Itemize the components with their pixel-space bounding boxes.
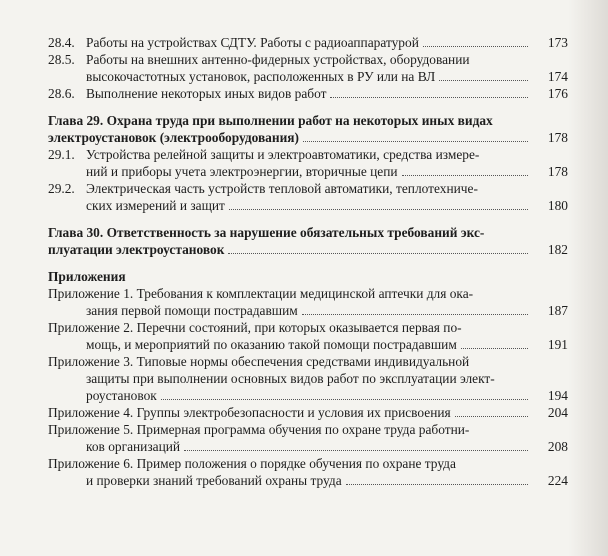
toc-entry-28-4 bbox=[48, 34, 568, 51]
page-number: 173 bbox=[547, 35, 568, 50]
entry-title-line: роустановок bbox=[86, 388, 157, 403]
toc-appendix-6 bbox=[48, 455, 568, 489]
dot-leader bbox=[161, 399, 528, 400]
entry-title-line: Приложение 1. Требования к комплектации медицинской аптечки для ока- bbox=[48, 286, 474, 301]
toc-appendix-1 bbox=[48, 285, 568, 319]
dot-leader bbox=[402, 175, 528, 176]
entry-title-line: мощь, и мероприятий по оказанию такой помощи пострадавшим bbox=[86, 337, 457, 352]
dot-leader bbox=[302, 314, 528, 315]
page-number: 204 bbox=[547, 405, 568, 420]
entry-title-line: Работы на внешних антенно-фидерных устройствах, оборудовании bbox=[86, 52, 470, 67]
entry-title-line: высокочастотных установок, расположенных в РУ или на ВЛ bbox=[86, 69, 436, 84]
page-number: 208 bbox=[547, 439, 568, 454]
page-number: 178 bbox=[547, 130, 568, 145]
entry-title-line: Приложение 6. Пример положения о порядке обучения по охране труда bbox=[48, 456, 456, 471]
dot-leader bbox=[439, 80, 528, 81]
entry-number: 29.1. bbox=[48, 147, 75, 162]
entry-title-line: ний и приборы учета электроэнергии, вторичные цепи bbox=[86, 164, 398, 179]
page-number: 191 bbox=[547, 337, 568, 352]
toc-chapter-29 bbox=[48, 112, 568, 146]
chapter-title-line: электроустановок (электрооборудования) bbox=[48, 130, 300, 145]
page-number: 224 bbox=[547, 473, 568, 488]
toc-appendix-4 bbox=[48, 404, 568, 421]
entry-title-line: и проверки знаний требований охраны труда bbox=[86, 473, 342, 488]
toc-entry-28-6 bbox=[48, 85, 568, 102]
dot-leader bbox=[228, 253, 528, 254]
page-number: 176 bbox=[547, 86, 568, 101]
entry-title-line: Приложение 5. Примерная программа обучения по охране труда работни- bbox=[48, 422, 470, 437]
entry-title-line: Приложение 3. Типовые нормы обеспечения средствами индивидуальной bbox=[48, 354, 470, 369]
entry-title-line: зания первой помощи пострадавшим bbox=[86, 303, 298, 318]
entry-title: Приложение 4. Группы электробезопасности и условия их присвоения bbox=[48, 405, 451, 420]
dot-leader bbox=[455, 416, 528, 417]
entry-title-line: Электрическая часть устройств тепловой автоматики, теплотехниче- bbox=[86, 181, 478, 196]
page-number: 187 bbox=[547, 303, 568, 318]
entry-number: 29.2. bbox=[48, 181, 75, 196]
page-number: 194 bbox=[547, 388, 568, 403]
entry-number: 28.5. bbox=[48, 52, 75, 67]
dot-leader bbox=[303, 141, 528, 142]
dot-leader bbox=[330, 97, 528, 98]
entry-title: Работы на устройствах СДТУ. Работы с радиоаппаратурой bbox=[86, 35, 419, 50]
toc-appendix-3 bbox=[48, 353, 568, 404]
entry-title-line: Приложение 2. Перечни состояний, при которых оказывается первая по- bbox=[48, 320, 462, 335]
table-of-contents bbox=[48, 34, 568, 489]
chapter-title-line: Глава 29. Охрана труда при выполнении работ на некоторых иных видах bbox=[48, 113, 493, 128]
section-heading: Приложения bbox=[48, 269, 126, 284]
page-number: 180 bbox=[547, 198, 568, 213]
dot-leader bbox=[423, 46, 528, 47]
entry-number: 28.4. bbox=[48, 35, 75, 50]
toc-entry-28-5 bbox=[48, 51, 568, 85]
entry-title-line: ков организаций bbox=[86, 439, 181, 454]
dot-leader bbox=[461, 348, 528, 349]
entry-title-line: Устройства релейной защиты и электроавтоматики, средства измере- bbox=[86, 147, 480, 162]
appendices-heading bbox=[48, 268, 568, 285]
toc-appendix-5 bbox=[48, 421, 568, 455]
chapter-title-line: плуатации электроустановок bbox=[48, 242, 225, 257]
toc-entry-29-2 bbox=[48, 180, 568, 214]
toc-entry-29-1 bbox=[48, 146, 568, 180]
dot-leader bbox=[229, 209, 528, 210]
chapter-title-line: Глава 30. Ответственность за нарушение обязательных требований экс- bbox=[48, 225, 485, 240]
entry-title-line: защиты при выполнении основных видов работ по эксплуатации элект- bbox=[86, 371, 495, 386]
page-edge-shadow bbox=[568, 0, 608, 556]
dot-leader bbox=[184, 450, 528, 451]
entry-title: Выполнение некоторых иных видов работ bbox=[86, 86, 327, 101]
toc-chapter-30 bbox=[48, 224, 568, 258]
page-number: 178 bbox=[547, 164, 568, 179]
entry-title-line: ских измерений и защит bbox=[86, 198, 225, 213]
dot-leader bbox=[346, 484, 528, 485]
entry-number: 28.6. bbox=[48, 86, 75, 101]
page-number: 182 bbox=[547, 242, 568, 257]
page-number: 174 bbox=[547, 69, 568, 84]
toc-appendix-2 bbox=[48, 319, 568, 353]
